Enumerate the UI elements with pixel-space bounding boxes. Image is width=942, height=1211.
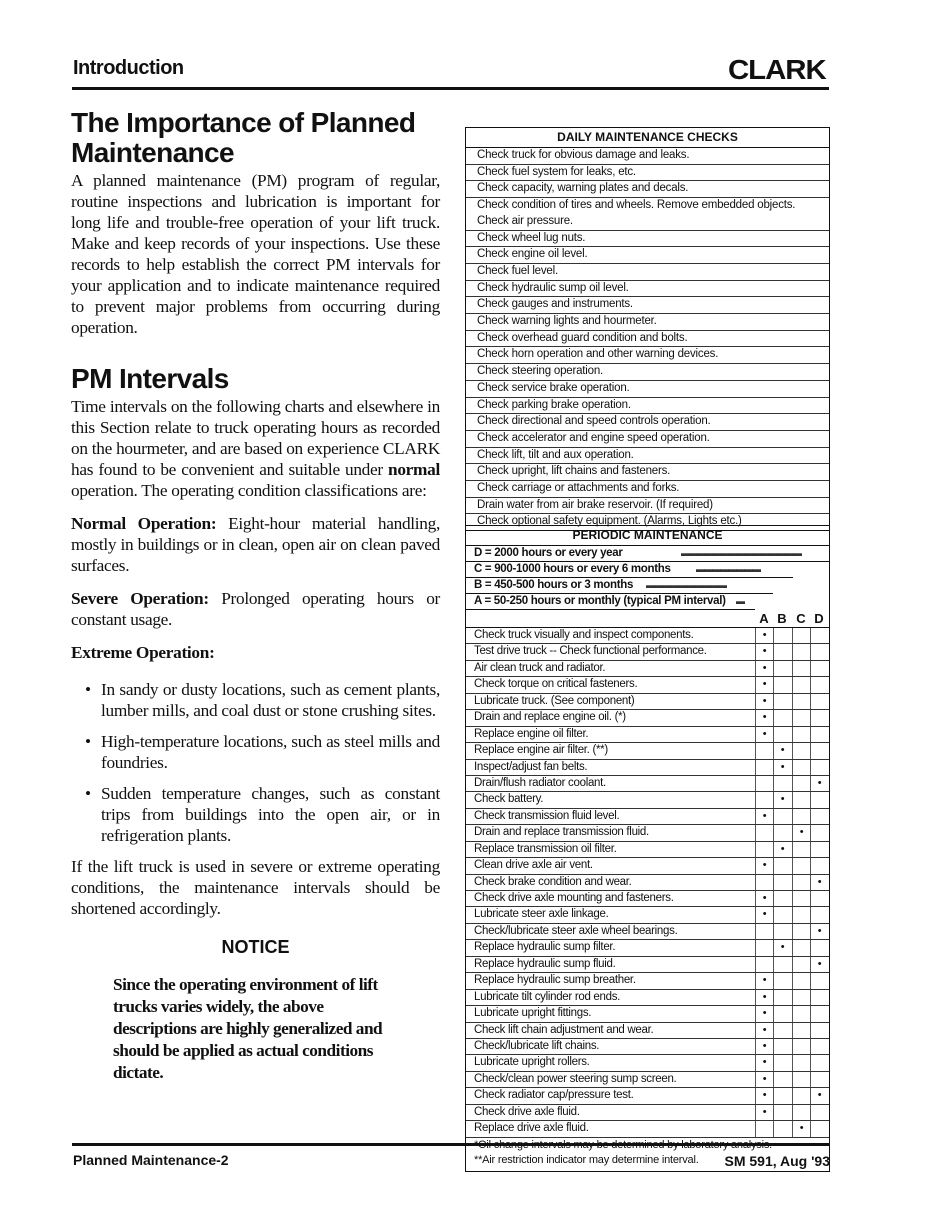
interval-c-legend: C = 900-1000 hours or every 6 months ▬▬▬▬▬▬▬▬ (466, 562, 793, 578)
daily-check-row: Check truck for obvious damage and leaks. (466, 148, 829, 165)
interval-cell-c: • (792, 1121, 810, 1136)
task-label: Inspect/adjust fan belts. (474, 760, 588, 773)
interval-cell-c (792, 1088, 810, 1103)
interval-cell-b (773, 661, 791, 676)
interval-cell-b (773, 1105, 791, 1120)
daily-check-row: Check gauges and instruments. (466, 297, 829, 314)
daily-check-row: Check carriage or attachments and forks. (466, 481, 829, 498)
interval-cell-d (810, 1072, 828, 1087)
interval-cell-d (810, 858, 828, 873)
daily-check-row: Check horn operation and other warning devices. (466, 347, 829, 364)
interval-cell-b (773, 727, 791, 742)
pm-intervals-paragraph: Time intervals on the following charts and elsewhere in this Section relate to truck operating hours as recorded on the hourmeter, and are based on experience CLARK has found to be convenient and suitable under normal operation. The operating condition classifications are: (71, 397, 440, 500)
severe-operation: Severe Operation: Prolonged operating hours or constant usage. (71, 589, 440, 629)
periodic-task-row (466, 677, 829, 693)
daily-maintenance-table (465, 127, 830, 531)
task-label: Check drive axle mounting and fasteners. (474, 892, 674, 904)
interval-cell-c (792, 644, 810, 659)
interval-cell-b (773, 1088, 791, 1103)
normal-operation: Normal Operation: Eight-hour material handling, mostly in buildings or in clean, open air on clean paved surfaces. (71, 514, 440, 575)
periodic-task-row (466, 973, 829, 989)
task-label: Lubricate truck. (See component) (474, 694, 635, 707)
interval-cell-c (792, 990, 810, 1005)
task-label: Check torque on critical fasteners. (474, 678, 638, 691)
interval-cell-b (773, 825, 791, 840)
daily-check-row: Check overhead guard condition and bolts. (466, 331, 829, 348)
interval-cell-b (773, 1055, 791, 1070)
interval-cell-c (792, 1023, 810, 1038)
task-label: Replace hydraulic sump breather. (474, 974, 636, 987)
periodic-task-row (466, 776, 829, 792)
interval-cell-a (755, 924, 773, 939)
daily-check-row: Check directional and speed controls operation. (466, 414, 829, 431)
daily-check-row: Check hydraulic sump oil level. (466, 281, 829, 298)
interval-cell-c: • (792, 825, 810, 840)
interval-cell-b (773, 858, 791, 873)
interval-cell-a: • (755, 891, 773, 906)
periodic-task-row (466, 809, 829, 825)
interval-cell-a (755, 743, 773, 758)
page-footer-left: Planned Maintenance-2 (73, 1152, 229, 1168)
interval-cell-b: • (773, 940, 791, 955)
interval-cell-b (773, 1006, 791, 1021)
interval-cell-a (755, 1121, 773, 1136)
interval-cell-a (755, 776, 773, 791)
task-label: Replace hydraulic sump fluid. (474, 957, 616, 970)
task-label: Drain and replace engine oil. (*) (474, 711, 626, 724)
section-header: Introduction (73, 57, 184, 79)
interval-cell-a: • (755, 677, 773, 692)
interval-cell-d (810, 727, 828, 742)
interval-cell-d (810, 628, 828, 643)
interval-cell-b: • (773, 792, 791, 807)
interval-a-legend: A = 50-250 hours or monthly (typical PM interval) ▬ (466, 594, 755, 610)
daily-check-row: Check wheel lug nuts. (466, 231, 829, 248)
interval-cell-d: • (810, 1088, 828, 1103)
daily-check-row: Check condition of tires and wheels. Remove embedded objects. Check air pressure. (466, 198, 829, 230)
task-label: Check drive axle fluid. (474, 1105, 580, 1118)
shorten-intervals-paragraph: If the lift truck is used in severe or extreme operating conditions, the maintenance intervals should be shortened accordingly. (71, 857, 440, 918)
task-label: Air clean truck and radiator. (474, 661, 606, 674)
interval-cell-d (810, 973, 828, 988)
interval-cell-d (810, 644, 828, 659)
list-item: • Sudden temperature changes, such as constant trips from buildings into the open air, or in refrigeration plants. (101, 783, 440, 846)
interval-cell-c (792, 973, 810, 988)
interval-cell-b: • (773, 842, 791, 857)
periodic-task-row (466, 661, 829, 677)
interval-cell-a: • (755, 907, 773, 922)
interval-cell-b (773, 1121, 791, 1136)
column-d-header: D (814, 611, 824, 626)
task-label: Replace transmission oil filter. (474, 842, 617, 855)
periodic-task-row (466, 924, 829, 940)
interval-cell-a: • (755, 973, 773, 988)
interval-cell-b: • (773, 743, 791, 758)
periodic-task-row (466, 825, 829, 841)
interval-cell-d (810, 694, 828, 709)
interval-cell-a (755, 760, 773, 775)
interval-cell-b (773, 677, 791, 692)
interval-cell-a: • (755, 990, 773, 1005)
periodic-task-row (466, 628, 829, 644)
periodic-task-row (466, 990, 829, 1006)
interval-cell-b (773, 875, 791, 890)
task-label: Check lift chain adjustment and wear. (474, 1023, 654, 1036)
task-label: Lubricate steer axle linkage. (474, 908, 609, 921)
interval-cell-b (773, 924, 791, 939)
interval-cell-a: • (755, 1088, 773, 1103)
interval-cell-a: • (755, 1039, 773, 1054)
interval-cell-a: • (755, 809, 773, 824)
interval-d-legend: D = 2000 hours or every year ▬▬▬▬▬▬▬▬▬▬▬▬▬▬▬ (466, 546, 829, 562)
interval-cell-d (810, 743, 828, 758)
interval-cell-a (755, 875, 773, 890)
interval-cell-b (773, 776, 791, 791)
interval-cell-b (773, 809, 791, 824)
daily-check-row: Check parking brake operation. (466, 398, 829, 415)
daily-check-row: Check engine oil level. (466, 247, 829, 264)
daily-check-row: Check fuel level. (466, 264, 829, 281)
notice-text: Since the operating environment of lift trucks varies widely, the above descriptions are highly generalized and should be applied as actual conditions dictate. (113, 975, 383, 1082)
interval-cell-a: • (755, 628, 773, 643)
interval-cell-a: • (755, 1105, 773, 1120)
task-label: Check/clean power steering sump screen. (474, 1072, 677, 1085)
periodic-task-row (466, 1121, 829, 1137)
interval-cell-c (792, 842, 810, 857)
interval-cell-c (792, 792, 810, 807)
task-label: Check transmission fluid level. (474, 809, 620, 822)
daily-check-row: Check upright, lift chains and fasteners. (466, 464, 829, 481)
interval-cell-d (810, 1055, 828, 1070)
periodic-task-row (466, 957, 829, 973)
task-label: Replace hydraulic sump filter. (474, 941, 616, 954)
interval-cell-d (810, 825, 828, 840)
interval-cell-a: • (755, 1006, 773, 1021)
daily-check-row: Check steering operation. (466, 364, 829, 381)
interval-cell-b (773, 1023, 791, 1038)
periodic-task-row (466, 644, 829, 660)
task-label: Drain and replace transmission fluid. (474, 826, 649, 839)
interval-cell-b (773, 1072, 791, 1087)
daily-check-row: Check accelerator and engine speed operation. (466, 431, 829, 448)
interval-cell-a: • (755, 661, 773, 676)
interval-cell-b (773, 990, 791, 1005)
periodic-task-row (466, 1055, 829, 1071)
interval-b-legend: B = 450-500 hours or 3 months ▬▬▬▬▬▬▬▬▬▬ (466, 578, 773, 594)
task-label: Lubricate tilt cylinder rod ends. (474, 990, 621, 1003)
list-item: • High-temperature locations, such as steel mills and foundries. (101, 731, 440, 773)
interval-cell-c (792, 1055, 810, 1070)
periodic-task-row (466, 1105, 829, 1121)
interval-cell-d (810, 940, 828, 955)
daily-check-row: Check optional safety equipment. (Alarms, Lights etc.) (477, 515, 742, 528)
periodic-task-row (466, 1023, 829, 1039)
task-label: Lubricate upright rollers. (474, 1056, 590, 1069)
interval-cell-c (792, 1006, 810, 1021)
task-label: Check/lubricate lift chains. (474, 1039, 600, 1052)
task-label: Test drive truck -- Check functional performance. (474, 645, 707, 658)
interval-cell-b (773, 710, 791, 725)
periodic-task-row (466, 792, 829, 808)
interval-cell-d: • (810, 924, 828, 939)
interval-cell-d (810, 760, 828, 775)
page-title: The Importance of Planned Maintenance (71, 107, 416, 168)
interval-cell-d (810, 990, 828, 1005)
interval-cell-a: • (755, 694, 773, 709)
periodic-task-row (466, 1088, 829, 1104)
interval-cell-d (810, 1039, 828, 1054)
interval-cell-b: • (773, 760, 791, 775)
extreme-operation-label: Extreme Operation: (71, 643, 215, 662)
task-label: Check brake condition and wear. (474, 875, 632, 888)
interval-cell-c (792, 743, 810, 758)
daily-check-row: Check service brake operation. (466, 381, 829, 398)
task-label: Replace engine oil filter. (474, 727, 589, 740)
daily-check-row: Check fuel system for leaks, etc. (466, 165, 829, 182)
interval-cell-a: • (755, 727, 773, 742)
intro-paragraph: A planned maintenance (PM) program of regular, routine inspections and lubrication is important for long life and trouble-free operation of your lift truck. Make and keep records of your inspections. Use these records to help establish the correct PM intervals for your application and to indicate maintenance required to prevent major problems from occurring during operation. (71, 171, 440, 337)
interval-cell-c (792, 858, 810, 873)
interval-cell-c (792, 760, 810, 775)
clark-logo: CLARK (728, 54, 826, 85)
interval-cell-c (792, 875, 810, 890)
column-b-header: B (777, 611, 787, 626)
interval-cell-c (792, 924, 810, 939)
task-label: Drain/flush radiator coolant. (474, 776, 606, 789)
notice-heading: NOTICE (221, 937, 290, 957)
interval-cell-d (810, 809, 828, 824)
interval-cell-a: • (755, 1055, 773, 1070)
footer-rule (72, 1143, 829, 1146)
interval-cell-c (792, 694, 810, 709)
interval-cell-b (773, 1039, 791, 1054)
interval-cell-b (773, 644, 791, 659)
task-label: Lubricate upright fittings. (474, 1007, 592, 1020)
interval-cell-c (792, 940, 810, 955)
interval-cell-b (773, 973, 791, 988)
interval-cell-b (773, 957, 791, 972)
interval-cell-a (755, 792, 773, 807)
list-item: • In sandy or dusty locations, such as cement plants, lumber mills, and coal dust or stone crushing sites. (101, 679, 440, 721)
periodic-task-row (466, 710, 829, 726)
interval-cell-d (810, 1023, 828, 1038)
interval-cell-d: • (810, 875, 828, 890)
periodic-task-row (466, 940, 829, 956)
interval-cell-d (810, 792, 828, 807)
column-a-header: A (759, 611, 769, 626)
interval-cell-a: • (755, 710, 773, 725)
periodic-task-row (466, 875, 829, 891)
interval-cell-d (810, 907, 828, 922)
periodic-task-row (466, 1006, 829, 1022)
interval-cell-a: • (755, 1072, 773, 1087)
interval-cell-b (773, 628, 791, 643)
interval-cell-b (773, 907, 791, 922)
left-column (71, 108, 440, 1084)
interval-cell-c (792, 710, 810, 725)
interval-cell-c (792, 1072, 810, 1087)
task-label: Check/lubricate steer axle wheel bearings. (474, 924, 678, 937)
interval-cell-c (792, 727, 810, 742)
daily-check-row: Check warning lights and hourmeter. (466, 314, 829, 331)
interval-cell-d (810, 891, 828, 906)
interval-cell-c (792, 809, 810, 824)
extreme-operation-list (71, 679, 440, 846)
periodic-task-row (466, 858, 829, 874)
periodic-task-row (466, 891, 829, 907)
interval-cell-d: • (810, 957, 828, 972)
periodic-task-row (466, 907, 829, 923)
daily-table-title: DAILY MAINTENANCE CHECKS (466, 128, 829, 148)
task-label: Replace drive axle fluid. (474, 1122, 589, 1135)
interval-cell-c (792, 677, 810, 692)
interval-cell-c (792, 661, 810, 676)
footnote: **Air restriction indicator may determine interval. (474, 1153, 699, 1166)
interval-cell-d (810, 842, 828, 857)
task-label: Clean drive axle air vent. (474, 859, 593, 872)
column-c-header: C (796, 611, 806, 626)
periodic-task-row (466, 743, 829, 759)
interval-cell-d (810, 1105, 828, 1120)
task-label: Check truck visually and inspect components. (474, 629, 694, 641)
daily-check-row: Drain water from air brake reservoir. (If required) (466, 498, 829, 515)
interval-cell-a: • (755, 858, 773, 873)
interval-cell-c (792, 776, 810, 791)
interval-cell-a: • (755, 1023, 773, 1038)
periodic-task-row (466, 1072, 829, 1088)
interval-cell-a: • (755, 644, 773, 659)
interval-cell-d (810, 1006, 828, 1021)
periodic-task-row (466, 727, 829, 743)
interval-cell-d (810, 710, 828, 725)
interval-cell-a (755, 825, 773, 840)
interval-cell-b (773, 694, 791, 709)
interval-cell-c (792, 1039, 810, 1054)
periodic-task-row (466, 694, 829, 710)
interval-cell-c (792, 957, 810, 972)
pm-intervals-title: PM Intervals (71, 363, 229, 394)
interval-cell-c (792, 1105, 810, 1120)
interval-cell-c (792, 891, 810, 906)
interval-cell-d (810, 661, 828, 676)
task-label: Replace engine air filter. (**) (474, 744, 608, 757)
periodic-task-row (466, 1039, 829, 1055)
interval-cell-a (755, 957, 773, 972)
interval-cell-d (810, 1121, 828, 1136)
interval-cell-d (810, 677, 828, 692)
task-label: Check battery. (474, 793, 544, 806)
daily-check-row: Check lift, tilt and aux operation. (466, 448, 829, 465)
periodic-table-title: PERIODIC MAINTENANCE (466, 526, 829, 546)
interval-cell-c (792, 907, 810, 922)
periodic-maintenance-table (465, 525, 830, 1172)
daily-check-row: Check capacity, warning plates and decals. (466, 181, 829, 198)
interval-cell-a (755, 940, 773, 955)
task-label: Check radiator cap/pressure test. (474, 1089, 634, 1102)
interval-column-headers (466, 610, 829, 628)
interval-cell-d: • (810, 776, 828, 791)
header-rule (72, 87, 829, 90)
page-footer-right: SM 591, Aug '93 (724, 1153, 830, 1169)
periodic-task-row (466, 760, 829, 776)
interval-cell-a (755, 842, 773, 857)
interval-cell-b (773, 891, 791, 906)
interval-cell-c (792, 628, 810, 643)
periodic-task-row (466, 842, 829, 858)
